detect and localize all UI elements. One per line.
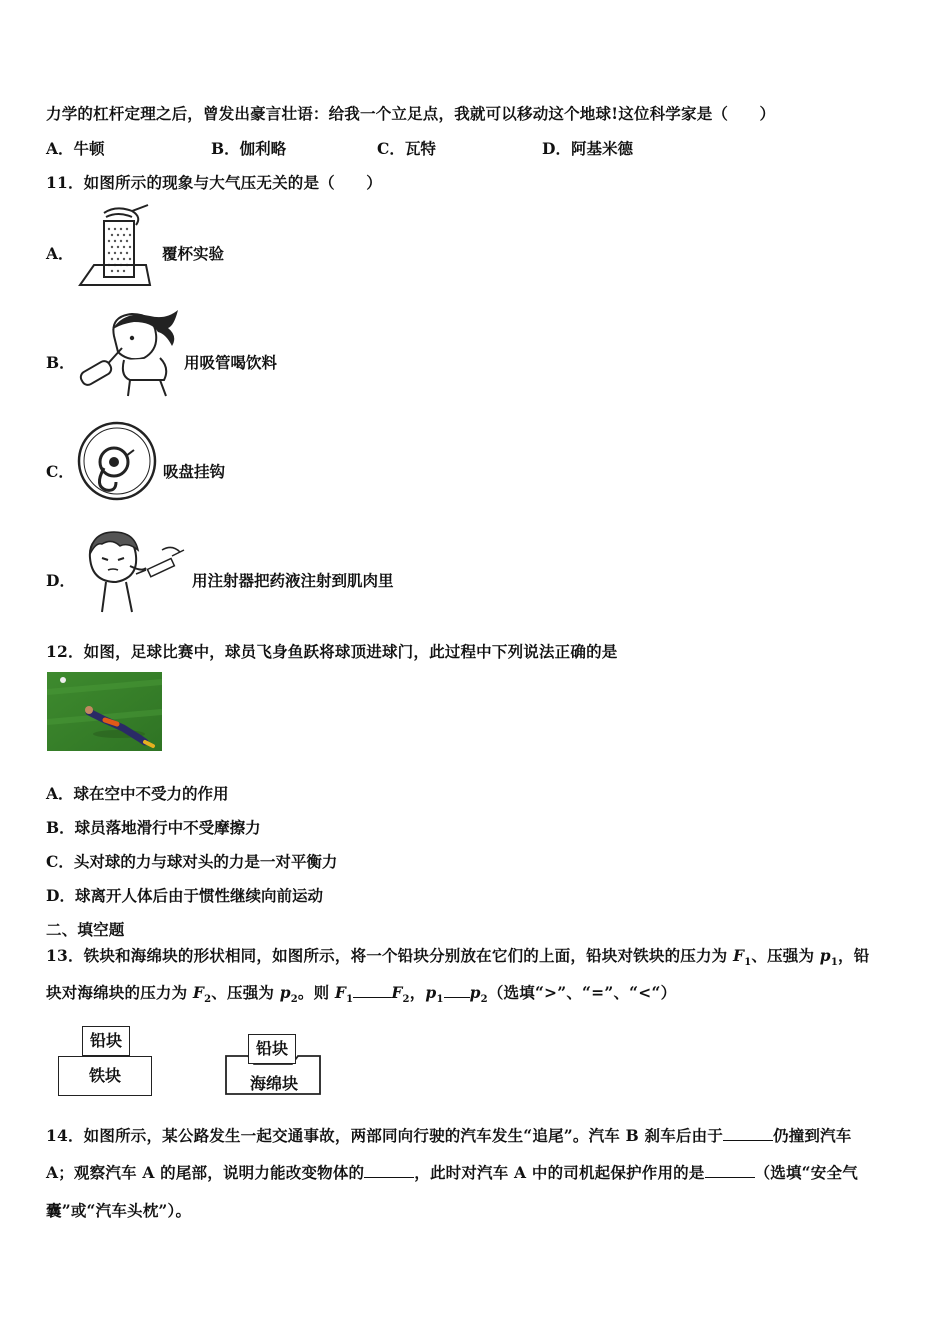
- sponge-block-label: 海绵块: [250, 1074, 299, 1093]
- q14-blank-3[interactable]: [705, 1162, 755, 1179]
- q14-line-1: 14．如图所示，某公路发生一起交通事故，两部同向行驶的汽车发生“追尾”。汽车 B 刹车后由于 仍撞到汽车: [46, 1126, 852, 1145]
- lead-block-on-iron: 铅块: [82, 1026, 130, 1056]
- q10-stem: 力学的杠杆定理之后，曾发出豪言壮语：给我一个立足点，我就可以移动这个地球!这位科学家是（ ）: [46, 104, 776, 123]
- q11-option-a-caption: 覆杯实验: [162, 244, 225, 263]
- q11-option-b-label[interactable]: B．: [46, 353, 75, 372]
- q11-option-c-caption: 吸盘挂钩: [163, 462, 226, 481]
- q12-option-a[interactable]: A．球在空中不受力的作用: [46, 784, 229, 803]
- boy-syringe-icon: [76, 528, 188, 616]
- q14-blank-1[interactable]: [723, 1125, 773, 1142]
- football-header-photo: [47, 672, 162, 751]
- q12-option-b[interactable]: B．球员落地滑行中不受摩擦力: [46, 818, 261, 837]
- q12-stem: 12．如图，足球比赛中，球员飞身鱼跃将球顶进球门，此过程中下列说法正确的是: [46, 642, 618, 661]
- girl-drinking-straw-icon: [74, 306, 184, 398]
- q14-blank-2[interactable]: [364, 1162, 414, 1179]
- q13-blank-pressure[interactable]: [444, 982, 470, 999]
- iron-block: 铁块: [58, 1056, 152, 1096]
- q12-option-d[interactable]: D．球离开人体后由于惯性继续向前运动: [46, 886, 323, 905]
- inverted-cup-icon: [76, 203, 156, 291]
- q10-option-d[interactable]: D．阿基米德: [542, 139, 633, 158]
- q10-option-c[interactable]: C．瓦特: [377, 139, 436, 158]
- q13-line-1: 13．铁块和海绵块的形状相同，如图所示，将一个铅块分别放在它们的上面，铅块对铁块的压力为 $F_1$、压强为 $p_1$，铅: [46, 946, 870, 969]
- q12-option-c[interactable]: C．头对球的力与球对头的力是一对平衡力: [46, 852, 338, 871]
- q11-option-d-label[interactable]: D．: [46, 571, 75, 590]
- q11-option-a-label[interactable]: A．: [46, 244, 74, 263]
- section-title: 二、填空题: [46, 920, 125, 939]
- q10-option-a[interactable]: A．牛顿: [46, 139, 105, 158]
- lead-block-on-sponge: 铅块: [248, 1034, 296, 1064]
- q11-option-b-caption: 用吸管喝饮料: [184, 353, 278, 372]
- q13-blank-force[interactable]: [353, 982, 391, 999]
- suction-hook-icon: [76, 420, 158, 502]
- q10-option-b[interactable]: B．伽利略: [211, 139, 287, 158]
- q13-line-2: 块对海绵块的压力为 $F_2$、压强为 $p_2$。则 $F_1$ $F_2$，$p_1$ $p_2$（选填“>”、“=”、“<“）: [46, 983, 677, 1006]
- q11-stem: 11．如图所示的现象与大气压无关的是（ ）: [46, 173, 382, 192]
- q11-option-c-label[interactable]: C．: [46, 462, 74, 481]
- q14-line-2: A；观察汽车 A 的尾部，说明力能改变物体的 ，此时对汽车 A 中的司机起保护作用的是 （选填“安全气: [46, 1163, 858, 1182]
- q14-line-3: 囊”或“汽车头枕”）。: [46, 1201, 192, 1220]
- q11-option-d-caption: 用注射器把药液注射到肌肉里: [192, 571, 394, 590]
